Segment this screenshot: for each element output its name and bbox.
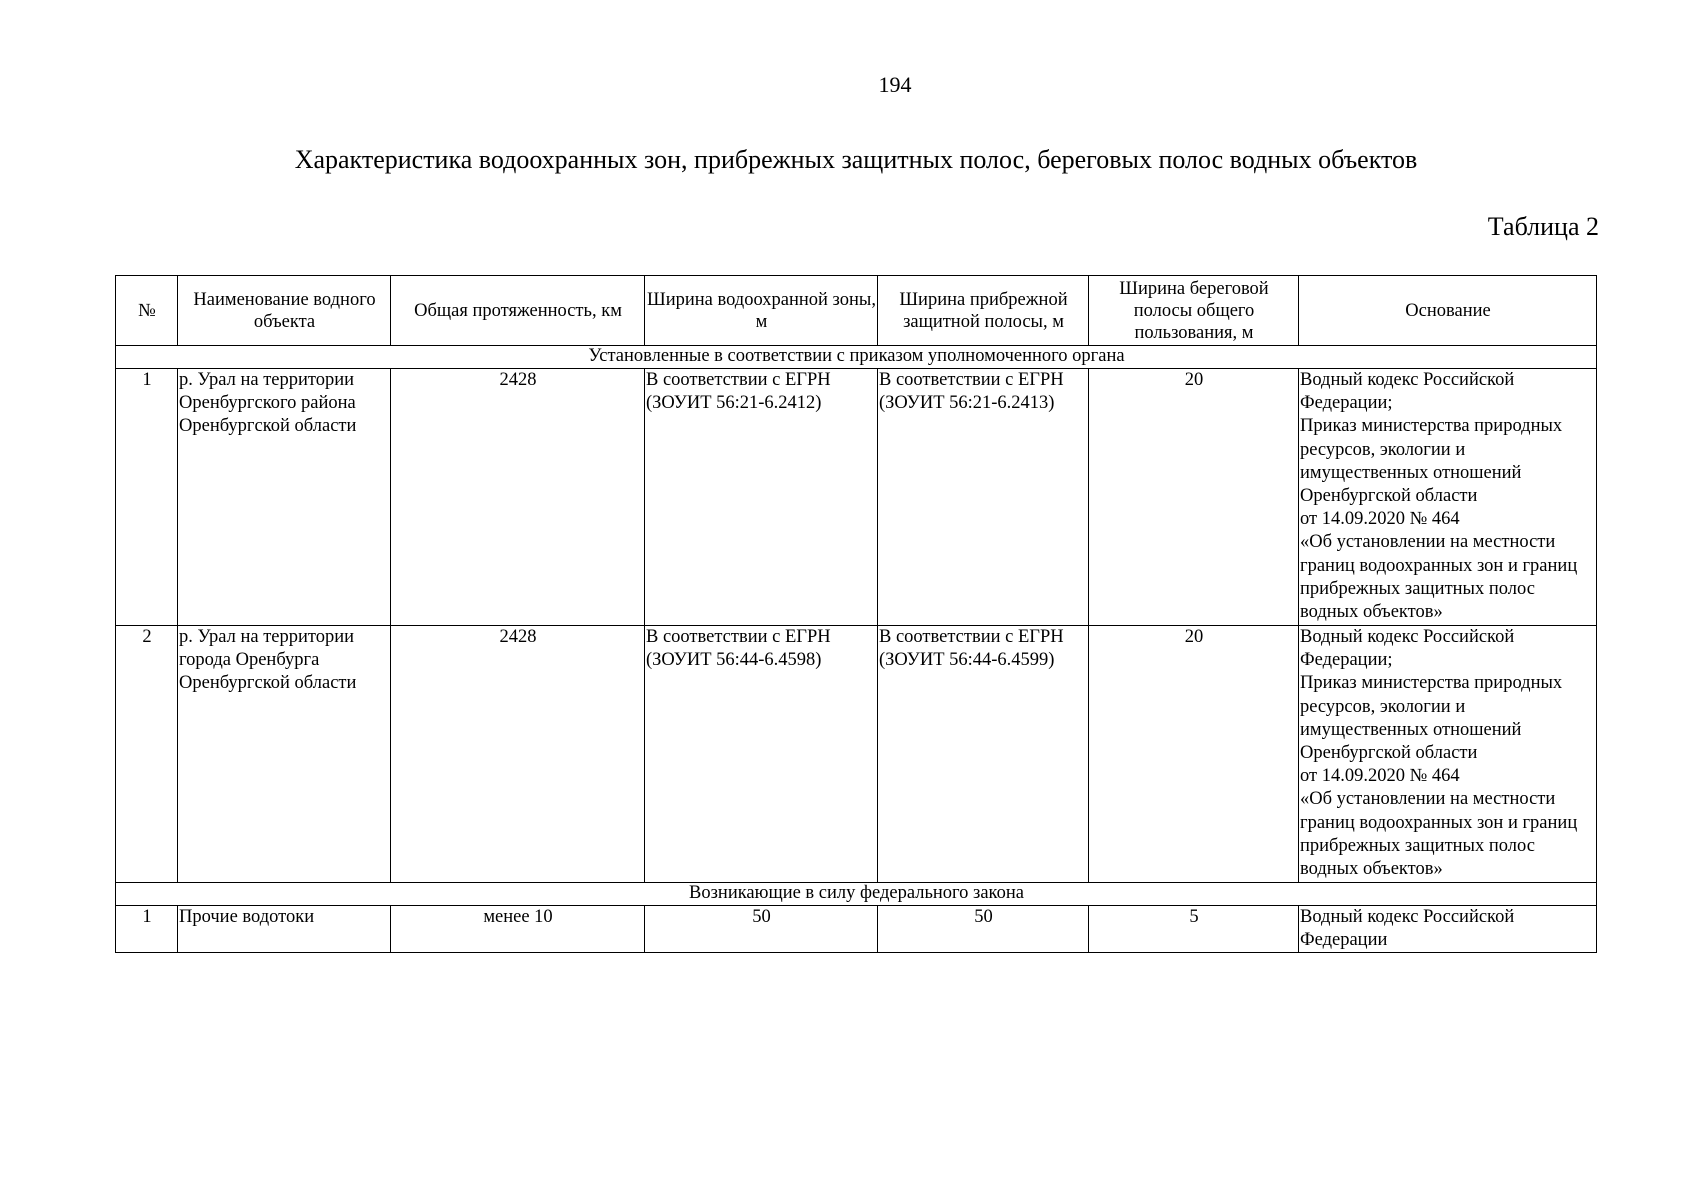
section-title: Установленные в соответствии с приказом уполномоченного органа <box>116 346 1597 369</box>
header-number: № <box>116 276 178 346</box>
basis-line: Водный кодекс Российской Федерации; <box>1300 627 1515 671</box>
basis-line: от 14.09.2020 № 464 <box>1300 766 1460 787</box>
shore-strip-cell: 5 <box>1089 906 1299 953</box>
table-header-row <box>116 276 1597 346</box>
basis-line: «Об установлении на местности границ водоохранных зон и границ прибрежных защитных полос водных объектов» <box>1300 789 1578 880</box>
table-row <box>116 906 1597 953</box>
water-zone-cell: 50 <box>645 906 878 953</box>
row-number: 1 <box>116 369 178 626</box>
header-water-zone-width: Ширина водоохранной зоны, м <box>645 276 878 346</box>
coastal-strip-cell: В соответствии с ЕГРН (ЗОУИТ 56:44-6.4599) <box>878 626 1089 883</box>
basis-cell <box>1299 626 1597 883</box>
shore-strip-cell: 20 <box>1089 369 1299 626</box>
basis-cell <box>1299 906 1597 953</box>
document-title: Характеристика водоохранных зон, прибрежных защитных полос, береговых полос водных объектов <box>294 145 1418 174</box>
object-name-cell: р. Урал на территории города Оренбурга Оренбургской области <box>178 626 391 883</box>
basis-cell <box>1299 369 1597 626</box>
water-zone-cell: В соответствии с ЕГРН (ЗОУИТ 56:21-6.2412) <box>645 369 878 626</box>
total-length-cell: 2428 <box>391 369 645 626</box>
header-coastal-strip-width: Ширина прибрежной защитной полосы, м <box>878 276 1089 346</box>
section-row <box>116 883 1597 906</box>
basis-line: Водный кодекс Российской Федерации; <box>1300 370 1515 414</box>
water-zones-table <box>115 275 1597 953</box>
section-row <box>116 346 1597 369</box>
page-number: 194 <box>878 72 912 97</box>
header-shore-strip-width: Ширина береговой полосы общего пользования, м <box>1089 276 1299 346</box>
coastal-strip-cell: В соответствии с ЕГРН (ЗОУИТ 56:21-6.2413) <box>878 369 1089 626</box>
shore-strip-cell: 20 <box>1089 626 1299 883</box>
water-zone-cell: В соответствии с ЕГРН (ЗОУИТ 56:44-6.4598) <box>645 626 878 883</box>
table-row <box>116 626 1597 883</box>
section-title: Возникающие в силу федерального закона <box>116 883 1597 906</box>
basis-line: Приказ министерства природных ресурсов, экологии и имущественных отношений Оренбургской области <box>1300 416 1563 507</box>
total-length-cell: 2428 <box>391 626 645 883</box>
object-name-cell: р. Урал на территории Оренбургского района Оренбургской области <box>178 369 391 626</box>
basis-line: Водный кодекс Российской Федерации <box>1300 907 1515 951</box>
row-number: 2 <box>116 626 178 883</box>
total-length-cell: менее 10 <box>391 906 645 953</box>
table-caption: Таблица 2 <box>1487 212 1599 241</box>
row-number: 1 <box>116 906 178 953</box>
table-row <box>116 369 1597 626</box>
header-object-name: Наименование водного объекта <box>178 276 391 346</box>
basis-line: «Об установлении на местности границ водоохранных зон и границ прибрежных защитных полос водных объектов» <box>1300 532 1578 623</box>
coastal-strip-cell: 50 <box>878 906 1089 953</box>
header-basis: Основание <box>1299 276 1597 346</box>
basis-line: Приказ министерства природных ресурсов, экологии и имущественных отношений Оренбургской области <box>1300 673 1563 764</box>
basis-line: от 14.09.2020 № 464 <box>1300 509 1460 530</box>
header-total-length: Общая протяженность, км <box>391 276 645 346</box>
object-name-cell: Прочие водотоки <box>178 906 391 953</box>
